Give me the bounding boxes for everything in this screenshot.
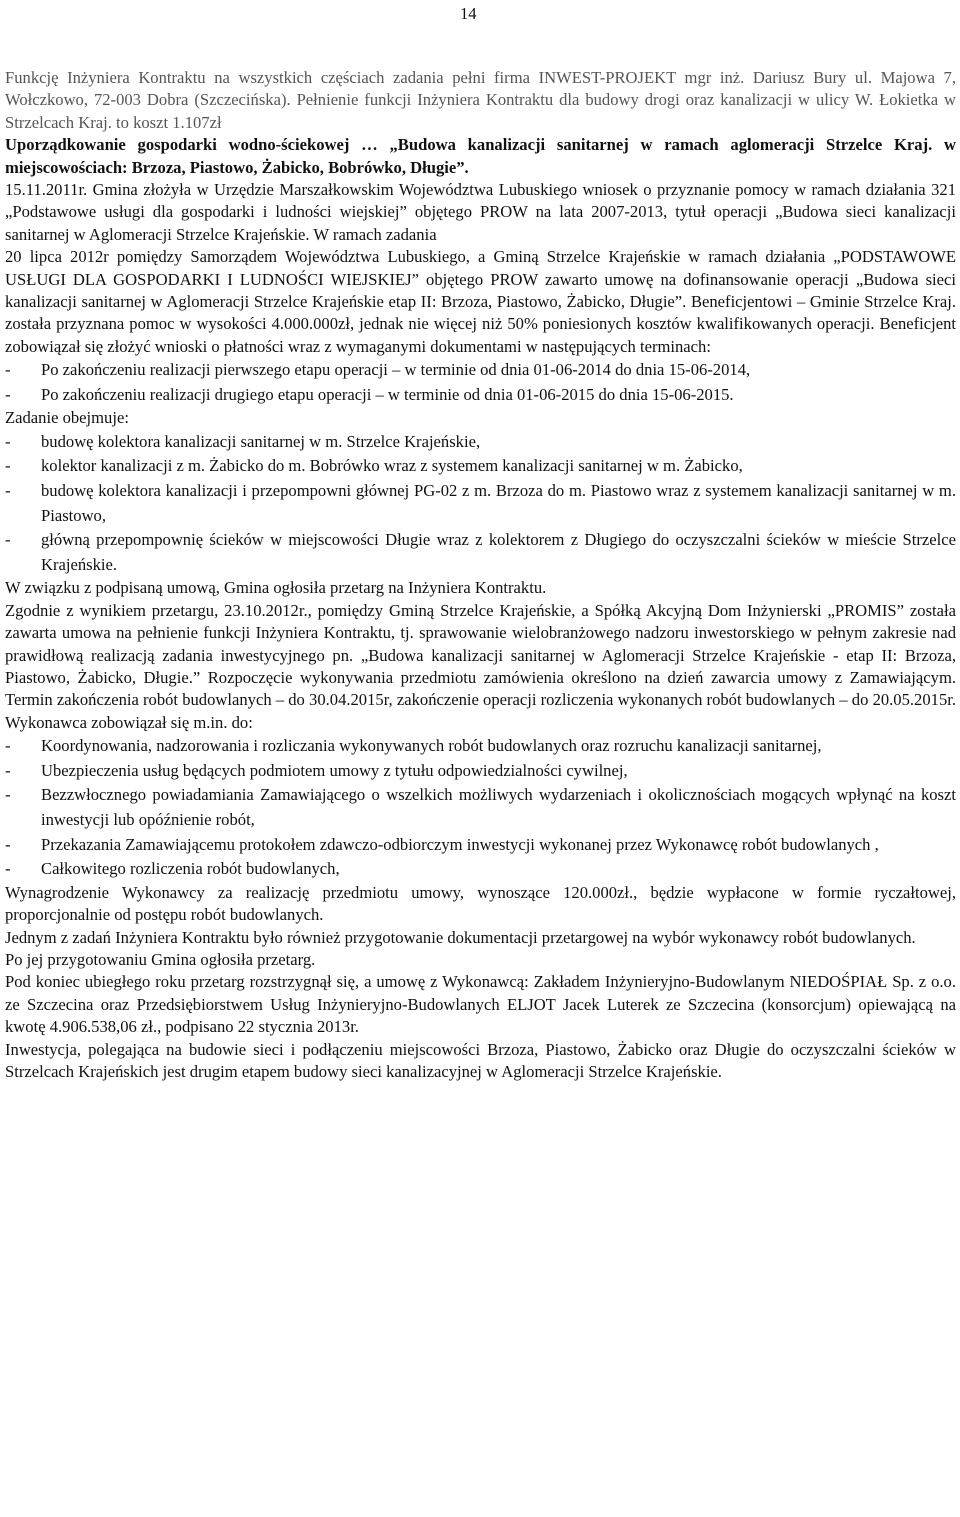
scope-title: Zadanie obejmuje:	[5, 408, 129, 428]
paragraph-agreement: 20 lipca 2012r pomiędzy Samorządem Województwa Lubuskiego, a Gminą Strzelce Krajeńskie w ramach działania „PODSTAWOWE USŁUGI DLA GOSPODARKI I LUDNOŚCI WIEJSKIEJ” objętego PROW zawarto umowę na dofinansowanie operacji „Budowa sieci kanalizacji sanitarnej w Aglomeracji Strzelce Krajeńskie etap II: Brzoza, Piastowo, Żabicko, Długie”. Beneficjentowi – Gminie Strzelce Kraj. została przyznana pomoc w wysokości 4.000.000zł, jednak nie więcej niż 50% poniesionych kosztów kwalifikowanych operacji. Beneficjent zobowiązał się złożyć wnioski o płatności wraz z wymaganymi dokumentami w następujących terminach:	[5, 247, 956, 356]
list-item: - kolektor kanalizacji z m. Żabicko do m. Bobrówko wraz z systemem kanalizacji sanitarnej w m. Żabicko,	[5, 454, 956, 479]
list-item: - Koordynowania, nadzorowania i rozliczania wykonywanych robót budowlanych oraz rozruchu kanalizacji sanitarnej,	[5, 734, 956, 759]
list-item: - Po zakończeniu realizacji pierwszego etapu operacji – w terminie od dnia 01-06-2014 do dnia 15-06-2014,	[5, 358, 956, 383]
list-item: - Przekazania Zamawiającemu protokołem zdawczo-odbiorczym inwestycji wykonanej przez Wykonawcę robót budowlanych ,	[5, 833, 956, 858]
list-item: - budowę kolektora kanalizacji sanitarnej w m. Strzelce Krajeńskie,	[5, 430, 956, 455]
paragraph-application: 15.11.2011r. Gmina złożyła w Urzędzie Marszałkowskim Województwa Lubuskiego wniosek o przyznanie pomocy w ramach działania 321 „Podstawowe usługi dla gospodarki i ludności wiejskiej” objętego PROW na lata 2007-2013, tytuł operacji „Budowa sieci kanalizacji sanitarnej w Aglomeracji Strzelce Krajeńskie. W ramach zadania	[5, 180, 956, 244]
page-number: 14	[460, 4, 477, 23]
list-item: - główną przepompownię ścieków w miejscowości Długie wraz z kolektorem z Długiego do oczyszczalni ścieków w mieście Strzelce Krajeńskie.	[5, 528, 956, 577]
list-item: - budowę kolektora kanalizacji i przepompowni głównej PG-02 z m. Brzoza do m. Piastowo wraz z systemem kanalizacji sanitarnej w m. Piastowo,	[5, 479, 956, 528]
document-body	[5, 67, 956, 1084]
list-item: - Całkowitego rozliczenia robót budowlanych,	[5, 857, 956, 882]
paragraph-remuneration: Wynagrodzenie Wykonawcy za realizację przedmiotu umowy, wynoszące 120.000zł., będzie wypłacone w formie ryczałtowej, proporcjonalnie od postępu robót budowlanych.	[5, 882, 956, 925]
scope-list	[5, 430, 956, 578]
paragraph-documentation: Jednym z zadań Inżyniera Kontraktu było również przygotowanie dokumentacji przetargowej na wybór wykonawcy robót budowlanych.	[5, 927, 916, 947]
list-item: - Bezzwłocznego powiadamiania Zamawiającego o wszelkich możliwych wydarzeniach i okolicznościach mogących wpłynąć na koszt inwestycji lub opóźnienie robót,	[5, 783, 956, 832]
section-title: Uporządkowanie gospodarki wodno-ściekowej … „Budowa kanalizacji sanitarnej w ramach aglomeracji Strzelce Kraj. w miejscowościach: Brzoza, Piastowo, Żabicko, Bobrówko, Długie”.	[5, 135, 956, 177]
paragraph-tender-announced: Po jej przygotowaniu Gmina ogłosiła przetarg.	[5, 950, 316, 970]
terms-list	[5, 358, 956, 407]
paragraph-contractor: Pod koniec ubiegłego roku przetarg rozstrzygnął się, a umowę z Wykonawcą: Zakładem Inżynieryjno-Budowlanym NIEDOŚPIAŁ Sp. z o.o. ze Szczecina oraz Przedsiębiorstwem Usług Inżynieryjno-Budowlanych ELJOT Jacek Luterek ze Szczecina (konsorcjum) opiewającą na kwotę 4.906.538,06 zł., podpisano 22 stycznia 2013r.	[5, 972, 956, 1037]
paragraph-contract: Zgodnie z wynikiem przetargu, 23.10.2012r., pomiędzy Gminą Strzelce Krajeńskie, a Spółką Akcyjną Dom Inżynierski „PROMIS” została zawarta umowa na pełnienie funkcji Inżyniera Kontraktu, tj. sprawowanie wielobranżowego nadzoru inwestorskiego w pełnym zakresie nad prawidłową realizacją zadania inwestycyjnego pn. „Budowa kanalizacji sanitarnej w Aglomeracji Strzelce Krajeńskie - etap II: Brzoza, Piastowo, Żabicko, Długie.” Rozpoczęcie wykonywania przedmiotu zamówienia określono na dzień zawarcia umowy z Zamawiającym. Termin zakończenia robót budowlanych – do 30.04.2015r, zakończenie operacji rozliczenia wykonanych robót budowlanych – do 20.05.2015r. Wykonawca zobowiązał się m.in. do:	[5, 600, 956, 732]
intro-paragraph: Funkcję Inżyniera Kontraktu na wszystkich częściach zadania pełni firma INWEST-PROJEKT mgr inż. Dariusz Bury ul. Majowa 7, Wołczkowo, 72-003 Dobra (Szczecińska). Pełnienie funkcji Inżyniera Kontraktu dla budowy drogi oraz kanalizacji w ulicy W. Łokietka w Strzelcach Kraj. to koszt 1.107zł	[5, 68, 956, 132]
list-item: - Po zakończeniu realizacji drugiego etapu operacji – w terminie od dnia 01-06-2015 do dnia 15-06-2015.	[5, 383, 956, 408]
duties-list	[5, 734, 956, 882]
paragraph-investment: Inwestycja, polegająca na budowie sieci i podłączeniu miejscowości Brzoza, Piastowo, Żabicko oraz Długie do oczyszczalni ścieków w Strzelcach Krajeńskich jest drugim etapem budowy sieci kanalizacyjnej w Aglomeracji Strzelce Krajeńskie.	[5, 1039, 956, 1082]
paragraph-tender: W związku z podpisaną umową, Gmina ogłosiła przetarg na Inżyniera Kontraktu.	[5, 578, 547, 598]
list-item: - Ubezpieczenia usług będących podmiotem umowy z tytułu odpowiedzialności cywilnej,	[5, 759, 956, 784]
